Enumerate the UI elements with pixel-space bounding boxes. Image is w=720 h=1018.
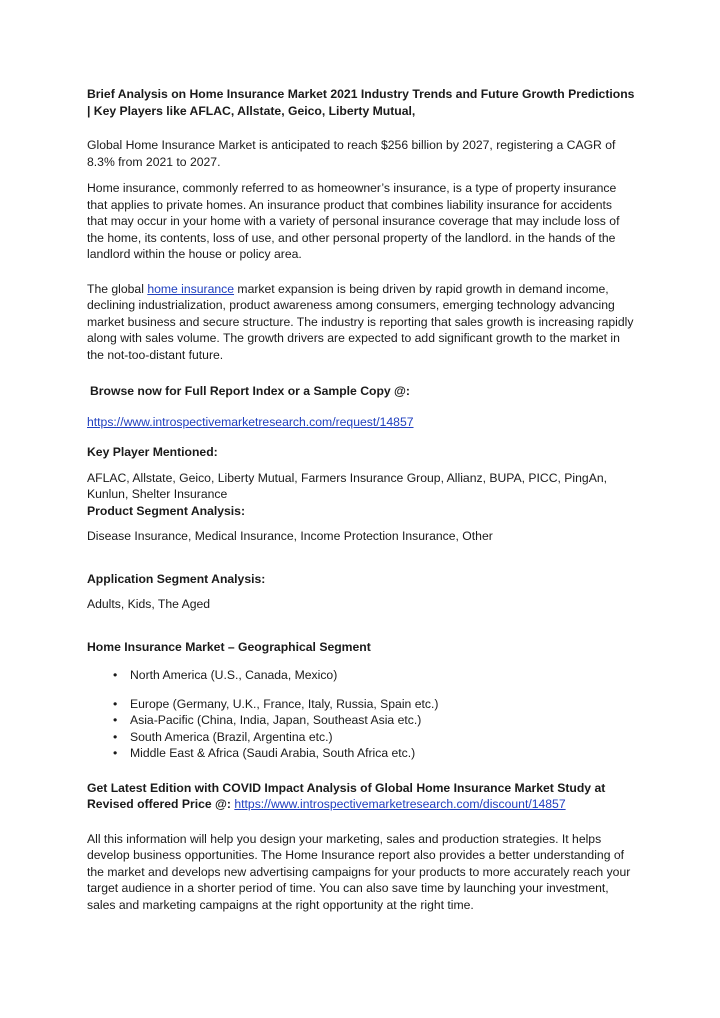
expansion-text-before: The global	[87, 281, 148, 296]
sample-request-link[interactable]: https://www.introspectivemarketresearch.com/request/14857	[87, 414, 414, 429]
application-segment-heading: Application Segment Analysis:	[87, 571, 266, 586]
geo-item-label: North America (U.S., Canada, Mexico)	[130, 668, 338, 682]
intro-paragraph: Global Home Insurance Market is anticipated to reach $256 billion by 2027, registering a CAGR of 8.3% from 2021 to 2027.	[87, 138, 616, 169]
bullet-icon: •	[113, 746, 118, 760]
product-segment-heading: Product Segment Analysis:	[87, 503, 246, 518]
geo-item-label: South America (Brazil, Argentina etc.)	[130, 729, 333, 744]
bullet-icon: •	[113, 713, 118, 727]
list-item	[87, 696, 635, 713]
browse-heading: Browse now for Full Report Index or a Sample Copy @:	[90, 384, 410, 398]
key-players-list: AFLAC, Allstate, Geico, Liberty Mutual, Farmers Insurance Group, Allianz, BUPA, PICC, PingAn, Kunlun, Shelter Insurance	[87, 470, 607, 501]
key-player-heading: Key Player Mentioned:	[87, 445, 218, 459]
list-item	[87, 712, 635, 729]
bullet-icon: •	[113, 668, 118, 682]
document-title: Brief Analysis on Home Insurance Market 2021 Industry Trends and Future Growth Predictions | Key Players like AFLAC, Allstate, Geico, Liberty Mutual,	[87, 87, 635, 118]
bullet-icon: •	[113, 696, 118, 711]
covid-heading: Get Latest Edition with COVID Impact Analysis of Global Home Insurance Market Study at Revised offered Price @:	[87, 780, 606, 811]
bullet-icon: •	[113, 729, 118, 744]
home-insurance-link[interactable]: home insurance	[147, 281, 235, 296]
geo-item-label: Asia-Pacific (China, India, Japan, Southeast Asia etc.)	[130, 713, 422, 727]
application-segments: Adults, Kids, The Aged	[87, 597, 211, 611]
document-page	[87, 86, 635, 913]
closing-paragraph: All this information will help you design your marketing, sales and production strategies. It helps develop business opportunities. The Home Insurance report also provides a better understanding of the market and develops new advertising campaigns for your products to more accurately reach your target audience in a shorter period of time. You can also save time by launching your investment, sales and marketing campaigns at the right opportunity at the right time.	[87, 831, 631, 912]
definition-paragraph: Home insurance, commonly referred to as homeowner’s insurance, is a type of property insurance that applies to private homes. An insurance product that combines liability insurance for accidents that may occur in your home with a variety of personal insurance coverage that may include loss of the home, its contents, loss of use, and other personal property of the landlord. in the hands of the landlord within the house or policy area.	[87, 181, 620, 261]
list-item	[87, 729, 635, 746]
list-item	[87, 745, 635, 762]
covid-edition-paragraph	[87, 780, 635, 813]
expansion-paragraph	[87, 281, 635, 364]
expansion-text-after: market expansion is being driven by rapid growth in demand income, declining industrialization, product awareness among consumers, emerging technology advancing market business and secure structure. The industry is reporting that sales growth is increasing rapidly along with sales volume. The growth drivers are expected to add significant growth to the market in the not-too-distant future.	[87, 281, 634, 362]
product-segments: Disease Insurance, Medical Insurance, Income Protection Insurance, Other	[87, 529, 493, 543]
geographical-segment-heading: Home Insurance Market – Geographical Segment	[87, 639, 371, 654]
geographical-segment-list	[87, 667, 635, 762]
geo-item-label: Europe (Germany, U.K., France, Italy, Russia, Spain etc.)	[130, 696, 439, 711]
geo-item-label: Middle East & Africa (Saudi Arabia, South Africa etc.)	[130, 746, 416, 760]
discount-link[interactable]: https://www.introspectivemarketresearch.com/discount/14857	[234, 797, 566, 811]
list-item	[87, 667, 635, 684]
